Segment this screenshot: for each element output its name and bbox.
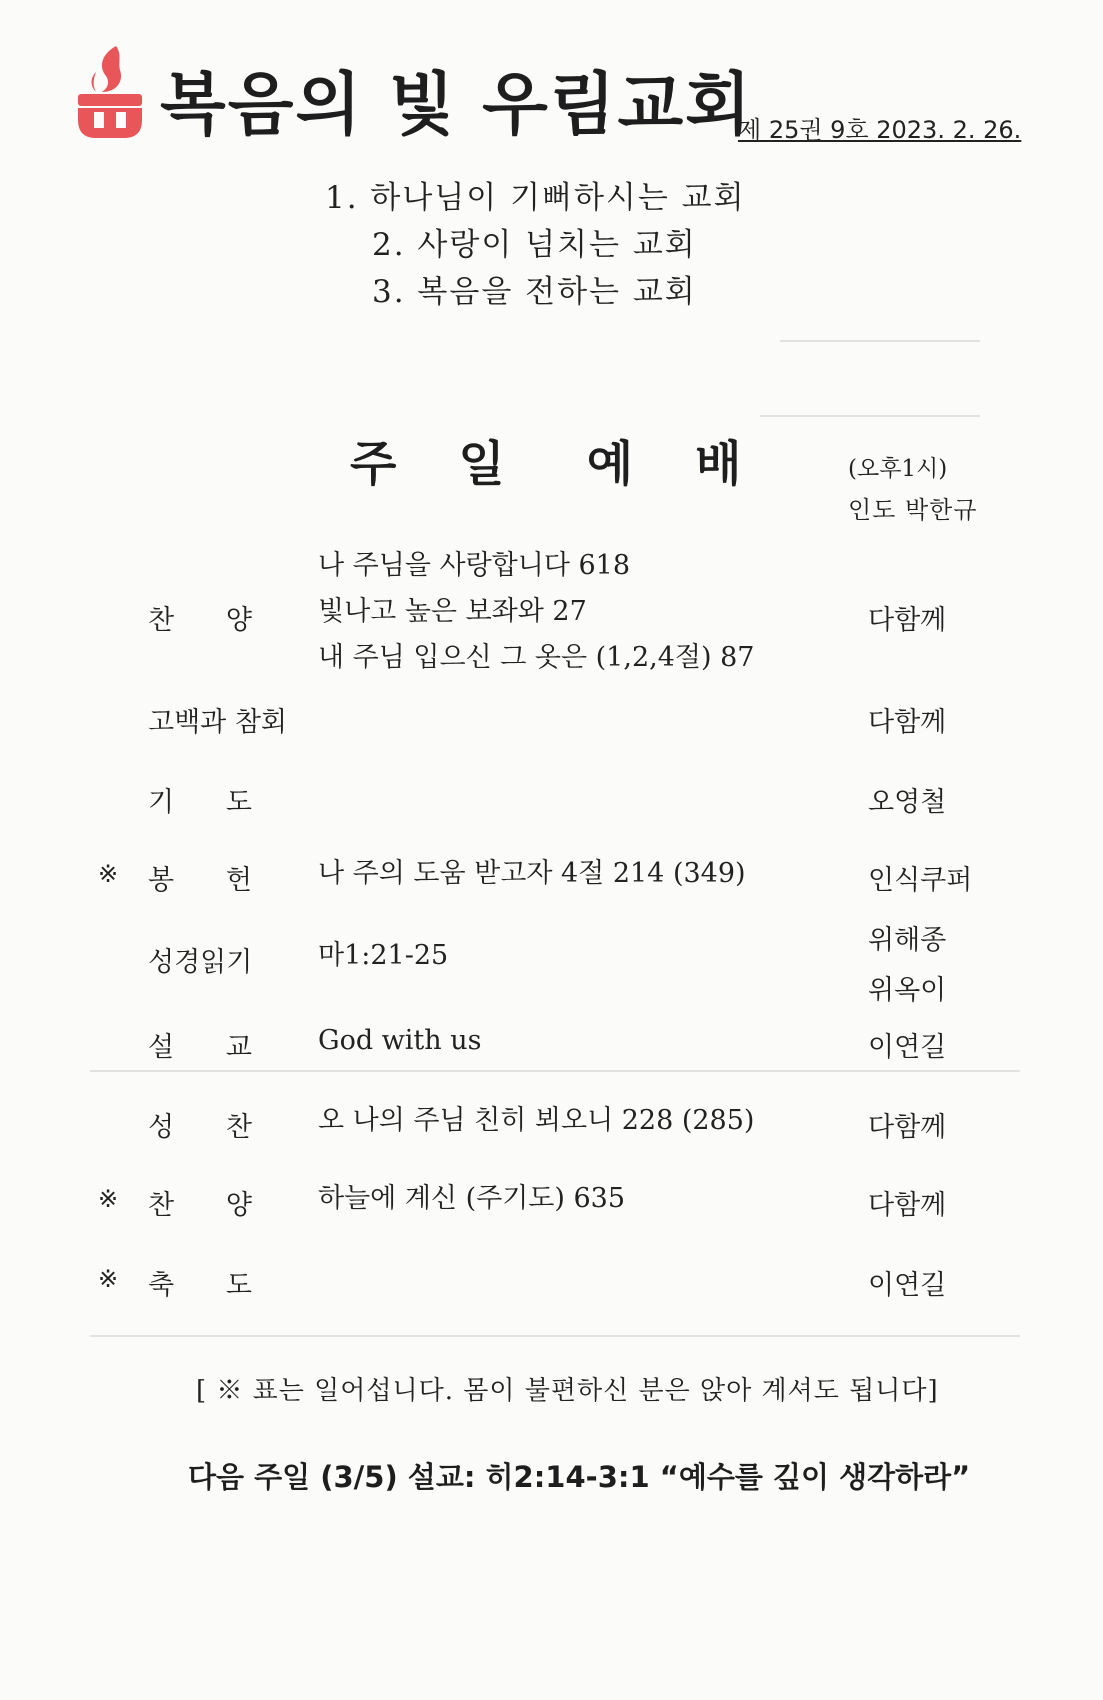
title-char: 일 — [458, 436, 505, 492]
benediction-label: 축 도 — [148, 1270, 252, 1301]
confession-label: 고백과 참회 — [148, 707, 287, 738]
bleed-line — [780, 340, 980, 342]
title-char: 예 — [586, 436, 634, 492]
offering-person: 인식쿠퍼 — [868, 865, 973, 896]
confession-person: 다함께 — [868, 707, 947, 738]
benediction-person: 이연길 — [868, 1270, 947, 1301]
motto-2: 2. 사랑이 넘치는 교회 — [372, 227, 697, 263]
praise-song-1: 나 주님을 사랑합니다 618 — [318, 550, 631, 581]
prayer-person: 오영철 — [868, 787, 947, 818]
church-logo — [72, 42, 148, 142]
offering-content: 나 주의 도움 받고자 4절 214 (349) — [318, 858, 746, 889]
next-sermon: 다음 주일 (3/5) 설교: 히2:14-3:1 “예수를 깊이 생각하라” — [188, 1460, 971, 1494]
bleed-line — [90, 1070, 1020, 1072]
service-leader: 인도 박한규 — [848, 496, 978, 524]
praise-person: 다함께 — [868, 605, 947, 636]
service-title — [350, 425, 804, 494]
stand-mark: ※ — [98, 1265, 119, 1293]
praise-song-2: 빛나고 높은 보좌와 27 — [318, 596, 587, 627]
service-time: (오후1시) — [848, 456, 948, 482]
issue-info: 제 25권 9호 2023. 2. 26. — [738, 116, 1022, 144]
bleed-line — [90, 1335, 1020, 1337]
reading-label: 성경읽기 — [148, 947, 253, 978]
title-char: 배 — [695, 436, 742, 492]
offering-label: 봉 헌 — [148, 865, 252, 896]
closing-praise-person: 다함께 — [868, 1190, 947, 1221]
title-char: 주 — [350, 436, 397, 492]
closing-praise-content: 하늘에 계신 (주기도) 635 — [318, 1183, 626, 1214]
prayer-label: 기 도 — [148, 787, 252, 818]
motto-3: 3. 복음을 전하는 교회 — [372, 274, 697, 310]
reading-person-2: 위옥이 — [868, 975, 947, 1006]
closing-praise-label: 찬 양 — [148, 1190, 252, 1221]
standing-note: [ ※ 표는 일어섭니다. 몸이 불편하신 분은 앉아 계셔도 됩니다] — [196, 1376, 939, 1406]
bleed-line — [760, 415, 980, 417]
anthem-label: 성 찬 — [148, 1112, 252, 1143]
sermon-label: 설 교 — [148, 1032, 252, 1063]
reading-content: 마1:21-25 — [318, 940, 449, 971]
stand-mark: ※ — [98, 1185, 119, 1213]
anthem-content: 오 나의 주님 친히 뵈오니 228 (285) — [318, 1105, 755, 1136]
church-name: 복음의 빛 우림교회 — [160, 66, 753, 145]
praise-label: 찬 양 — [148, 605, 252, 636]
anthem-person: 다함께 — [868, 1112, 947, 1143]
praise-song-3: 내 주님 입으신 그 옷은 (1,2,4절) 87 — [318, 642, 755, 673]
sermon-person: 이연길 — [868, 1032, 947, 1063]
motto-1: 1. 하나님이 기뻐하시는 교회 — [325, 180, 746, 216]
sermon-title: God with us — [318, 1025, 482, 1056]
reading-person-1: 위해종 — [868, 925, 947, 956]
stand-mark: ※ — [98, 860, 119, 888]
